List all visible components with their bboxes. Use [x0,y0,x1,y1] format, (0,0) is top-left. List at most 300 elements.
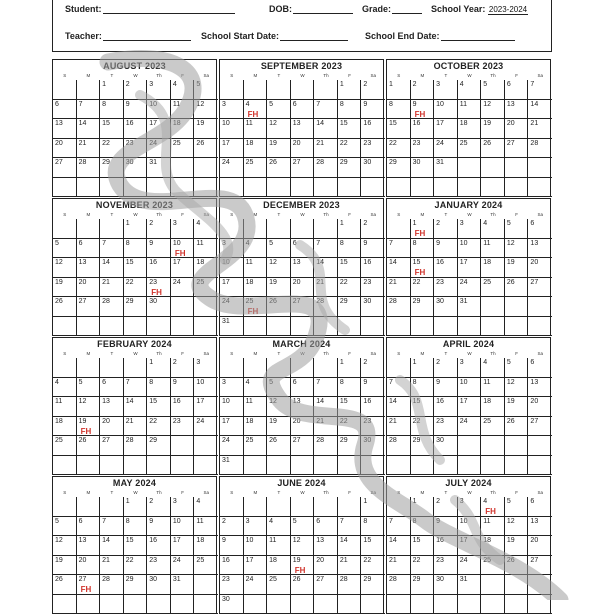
day-cell[interactable] [100,119,124,139]
day-cell[interactable] [220,595,244,614]
day-cell[interactable] [53,317,77,337]
day-cell[interactable] [194,517,218,537]
day-cell[interactable] [387,139,411,159]
day-cell[interactable] [387,417,411,437]
day-cell[interactable] [244,436,268,456]
day-cell[interactable] [194,278,218,298]
day-cell[interactable] [505,258,529,278]
day-cell[interactable] [411,297,435,317]
day-cell[interactable] [194,358,218,378]
day-cell[interactable] [291,258,315,278]
day-cell[interactable] [194,436,218,456]
day-cell[interactable] [147,258,171,278]
day-cell[interactable] [361,497,385,517]
day-cell[interactable] [291,358,315,378]
day-cell[interactable] [244,258,268,278]
day-cell[interactable] [220,358,244,378]
day-cell[interactable] [458,100,482,120]
day-cell[interactable] [77,258,101,278]
day-cell[interactable] [244,158,268,178]
day-cell[interactable] [220,536,244,556]
day-cell[interactable] [53,436,77,456]
day-cell[interactable] [267,119,291,139]
day-cell[interactable] [361,317,385,337]
day-cell[interactable] [171,595,195,614]
day-cell[interactable] [267,100,291,120]
day-cell[interactable] [147,358,171,378]
day-cell[interactable] [124,258,148,278]
day-cell[interactable] [220,239,244,259]
day-cell[interactable] [338,239,362,259]
day-cell[interactable] [77,278,101,298]
day-cell[interactable] [100,378,124,398]
day-cell[interactable] [314,497,338,517]
day-cell[interactable] [314,239,338,259]
day-cell[interactable] [434,397,458,417]
day-cell[interactable] [338,595,362,614]
day-cell[interactable] [244,517,268,537]
day-cell[interactable] [194,239,218,259]
day-cell[interactable] [338,497,362,517]
day-cell[interactable] [220,100,244,120]
school-start-line[interactable] [280,31,348,41]
day-cell[interactable] [100,317,124,337]
day-cell[interactable] [387,517,411,537]
day-cell[interactable] [361,456,385,476]
day-cell[interactable] [411,397,435,417]
day-cell[interactable] [411,417,435,437]
day-cell[interactable] [194,158,218,178]
day-cell[interactable] [314,536,338,556]
day-cell[interactable] [411,497,435,517]
day-cell[interactable] [387,317,411,337]
day-cell[interactable] [267,178,291,198]
day-cell[interactable] [244,239,268,259]
day-cell[interactable] [220,258,244,278]
day-cell[interactable] [291,456,315,476]
day-cell[interactable] [411,100,435,120]
day-cell[interactable] [314,517,338,537]
day-cell[interactable] [458,436,482,456]
day-cell[interactable] [361,219,385,239]
day-cell[interactable] [338,139,362,159]
day-cell[interactable] [505,456,529,476]
day-cell[interactable] [411,239,435,259]
day-cell[interactable] [77,556,101,576]
day-cell[interactable] [171,219,195,239]
day-cell[interactable] [77,297,101,317]
day-cell[interactable] [124,100,148,120]
student-field[interactable] [65,4,235,14]
day-cell[interactable] [481,100,505,120]
day-cell[interactable] [267,436,291,456]
day-cell[interactable] [53,219,77,239]
day-cell[interactable] [291,317,315,337]
day-cell[interactable] [528,517,552,537]
day-cell[interactable] [434,158,458,178]
day-cell[interactable] [458,378,482,398]
day-cell[interactable] [291,297,315,317]
day-cell[interactable] [434,317,458,337]
day-cell[interactable] [434,139,458,159]
day-cell[interactable] [434,575,458,595]
day-cell[interactable] [481,178,505,198]
day-cell[interactable] [171,139,195,159]
day-cell[interactable] [458,536,482,556]
day-cell[interactable] [77,119,101,139]
day-cell[interactable] [314,278,338,298]
day-cell[interactable] [171,317,195,337]
day-cell[interactable] [53,100,77,120]
day-cell[interactable] [171,417,195,437]
day-cell[interactable] [267,258,291,278]
day-cell[interactable] [194,297,218,317]
day-cell[interactable] [291,80,315,100]
day-cell[interactable] [505,239,529,259]
day-cell[interactable] [147,517,171,537]
day-cell[interactable] [100,397,124,417]
day-cell[interactable] [314,378,338,398]
day-cell[interactable] [434,517,458,537]
day-cell[interactable] [147,536,171,556]
day-cell[interactable] [291,139,315,159]
day-cell[interactable] [267,417,291,437]
day-cell[interactable] [481,80,505,100]
day-cell[interactable] [53,119,77,139]
day-cell[interactable] [267,239,291,259]
day-cell[interactable] [361,436,385,456]
day-cell[interactable] [171,297,195,317]
day-cell[interactable] [338,397,362,417]
day-cell[interactable] [267,358,291,378]
day-cell[interactable] [171,456,195,476]
day-cell[interactable] [171,575,195,595]
day-cell[interactable] [147,595,171,614]
day-cell[interactable] [291,378,315,398]
day-cell[interactable] [77,497,101,517]
day-cell[interactable] [434,297,458,317]
day-cell[interactable] [77,239,101,259]
day-cell[interactable] [387,575,411,595]
day-cell[interactable] [505,358,529,378]
day-cell[interactable] [53,497,77,517]
day-cell[interactable] [53,239,77,259]
day-cell[interactable] [528,497,552,517]
school-end-line[interactable] [441,31,515,41]
day-cell[interactable] [387,536,411,556]
day-cell[interactable] [528,178,552,198]
day-cell[interactable] [361,80,385,100]
day-cell[interactable] [481,317,505,337]
day-cell[interactable] [361,517,385,537]
day-cell[interactable] [458,417,482,437]
day-cell[interactable] [194,497,218,517]
day-cell[interactable] [100,536,124,556]
day-cell[interactable] [171,358,195,378]
day-cell[interactable] [147,219,171,239]
day-cell[interactable] [314,595,338,614]
day-cell[interactable] [267,297,291,317]
day-cell[interactable] [244,497,268,517]
day-cell[interactable] [528,258,552,278]
day-cell[interactable] [100,595,124,614]
day-cell[interactable] [387,436,411,456]
day-cell[interactable] [194,119,218,139]
day-cell[interactable] [244,575,268,595]
day-cell[interactable] [244,100,268,120]
day-cell[interactable] [53,139,77,159]
day-cell[interactable] [528,456,552,476]
day-cell[interactable] [171,517,195,537]
day-cell[interactable] [291,417,315,437]
day-cell[interactable] [53,456,77,476]
day-cell[interactable] [458,219,482,239]
day-cell[interactable] [387,497,411,517]
day-cell[interactable] [481,119,505,139]
day-cell[interactable] [387,297,411,317]
day-cell[interactable] [77,100,101,120]
day-cell[interactable] [528,378,552,398]
day-cell[interactable] [314,436,338,456]
day-cell[interactable] [171,158,195,178]
day-cell[interactable] [481,158,505,178]
day-cell[interactable] [291,436,315,456]
day-cell[interactable] [338,158,362,178]
day-cell[interactable] [528,397,552,417]
day-cell[interactable] [124,358,148,378]
day-cell[interactable] [505,436,529,456]
day-cell[interactable] [481,497,505,517]
day-cell[interactable] [361,158,385,178]
day-cell[interactable] [53,80,77,100]
day-cell[interactable] [147,239,171,259]
day-cell[interactable] [171,178,195,198]
day-cell[interactable] [53,378,77,398]
day-cell[interactable] [387,80,411,100]
day-cell[interactable] [387,239,411,259]
day-cell[interactable] [171,100,195,120]
day-cell[interactable] [244,417,268,437]
day-cell[interactable] [100,139,124,159]
day-cell[interactable] [100,158,124,178]
day-cell[interactable] [434,456,458,476]
day-cell[interactable] [361,139,385,159]
day-cell[interactable] [53,517,77,537]
day-cell[interactable] [244,536,268,556]
day-cell[interactable] [434,436,458,456]
day-cell[interactable] [338,219,362,239]
day-cell[interactable] [291,497,315,517]
day-cell[interactable] [528,158,552,178]
day-cell[interactable] [481,139,505,159]
day-cell[interactable] [267,556,291,576]
day-cell[interactable] [528,119,552,139]
day-cell[interactable] [267,397,291,417]
day-cell[interactable] [314,397,338,417]
day-cell[interactable] [458,575,482,595]
day-cell[interactable] [100,239,124,259]
day-cell[interactable] [314,317,338,337]
day-cell[interactable] [267,80,291,100]
day-cell[interactable] [338,100,362,120]
student-line[interactable] [103,4,235,14]
day-cell[interactable] [458,278,482,298]
school-year-field[interactable] [431,4,528,15]
day-cell[interactable] [505,80,529,100]
day-cell[interactable] [481,456,505,476]
day-cell[interactable] [194,219,218,239]
day-cell[interactable] [53,417,77,437]
day-cell[interactable] [147,575,171,595]
day-cell[interactable] [124,297,148,317]
day-cell[interactable] [387,397,411,417]
day-cell[interactable] [220,436,244,456]
day-cell[interactable] [361,178,385,198]
day-cell[interactable] [291,119,315,139]
day-cell[interactable] [387,178,411,198]
day-cell[interactable] [291,219,315,239]
day-cell[interactable] [505,595,529,614]
day-cell[interactable] [147,556,171,576]
day-cell[interactable] [434,239,458,259]
day-cell[interactable] [458,317,482,337]
day-cell[interactable] [244,139,268,159]
day-cell[interactable] [171,239,195,259]
day-cell[interactable] [387,378,411,398]
day-cell[interactable] [314,219,338,239]
day-cell[interactable] [338,536,362,556]
day-cell[interactable] [528,80,552,100]
day-cell[interactable] [505,317,529,337]
day-cell[interactable] [147,317,171,337]
day-cell[interactable] [361,595,385,614]
day-cell[interactable] [124,317,148,337]
day-cell[interactable] [220,556,244,576]
day-cell[interactable] [338,178,362,198]
day-cell[interactable] [124,139,148,159]
day-cell[interactable] [267,219,291,239]
day-cell[interactable] [244,278,268,298]
day-cell[interactable] [314,456,338,476]
day-cell[interactable] [338,456,362,476]
day-cell[interactable] [528,297,552,317]
day-cell[interactable] [528,317,552,337]
day-cell[interactable] [53,278,77,298]
day-cell[interactable] [291,556,315,576]
day-cell[interactable] [338,575,362,595]
day-cell[interactable] [528,417,552,437]
day-cell[interactable] [458,397,482,417]
day-cell[interactable] [147,278,171,298]
day-cell[interactable] [505,397,529,417]
day-cell[interactable] [528,436,552,456]
day-cell[interactable] [361,258,385,278]
day-cell[interactable] [124,497,148,517]
day-cell[interactable] [194,556,218,576]
day-cell[interactable] [124,595,148,614]
day-cell[interactable] [291,575,315,595]
day-cell[interactable] [194,178,218,198]
day-cell[interactable] [481,575,505,595]
day-cell[interactable] [124,456,148,476]
day-cell[interactable] [387,219,411,239]
day-cell[interactable] [77,517,101,537]
day-cell[interactable] [244,317,268,337]
day-cell[interactable] [124,556,148,576]
day-cell[interactable] [147,436,171,456]
day-cell[interactable] [244,219,268,239]
day-cell[interactable] [77,158,101,178]
day-cell[interactable] [100,556,124,576]
day-cell[interactable] [244,119,268,139]
day-cell[interactable] [291,178,315,198]
day-cell[interactable] [220,158,244,178]
day-cell[interactable] [171,378,195,398]
day-cell[interactable] [244,595,268,614]
day-cell[interactable] [387,358,411,378]
day-cell[interactable] [77,456,101,476]
day-cell[interactable] [77,397,101,417]
day-cell[interactable] [481,378,505,398]
day-cell[interactable] [361,278,385,298]
day-cell[interactable] [314,100,338,120]
day-cell[interactable] [434,497,458,517]
day-cell[interactable] [244,80,268,100]
day-cell[interactable] [100,258,124,278]
day-cell[interactable] [505,119,529,139]
day-cell[interactable] [53,358,77,378]
day-cell[interactable] [314,575,338,595]
grade-line[interactable] [392,4,422,14]
day-cell[interactable] [411,517,435,537]
day-cell[interactable] [528,219,552,239]
day-cell[interactable] [100,358,124,378]
day-cell[interactable] [411,219,435,239]
day-cell[interactable] [194,378,218,398]
day-cell[interactable] [220,497,244,517]
day-cell[interactable] [434,258,458,278]
day-cell[interactable] [244,456,268,476]
day-cell[interactable] [361,417,385,437]
day-cell[interactable] [481,397,505,417]
day-cell[interactable] [361,358,385,378]
day-cell[interactable] [53,258,77,278]
day-cell[interactable] [194,417,218,437]
day-cell[interactable] [100,297,124,317]
day-cell[interactable] [528,139,552,159]
day-cell[interactable] [458,80,482,100]
day-cell[interactable] [220,575,244,595]
day-cell[interactable] [124,278,148,298]
day-cell[interactable] [220,317,244,337]
day-cell[interactable] [171,258,195,278]
day-cell[interactable] [528,358,552,378]
day-cell[interactable] [220,378,244,398]
day-cell[interactable] [411,178,435,198]
day-cell[interactable] [124,119,148,139]
day-cell[interactable] [244,378,268,398]
day-cell[interactable] [77,595,101,614]
day-cell[interactable] [411,456,435,476]
day-cell[interactable] [411,556,435,576]
day-cell[interactable] [171,80,195,100]
day-cell[interactable] [481,239,505,259]
day-cell[interactable] [505,417,529,437]
day-cell[interactable] [505,219,529,239]
day-cell[interactable] [53,575,77,595]
day-cell[interactable] [194,575,218,595]
day-cell[interactable] [147,80,171,100]
